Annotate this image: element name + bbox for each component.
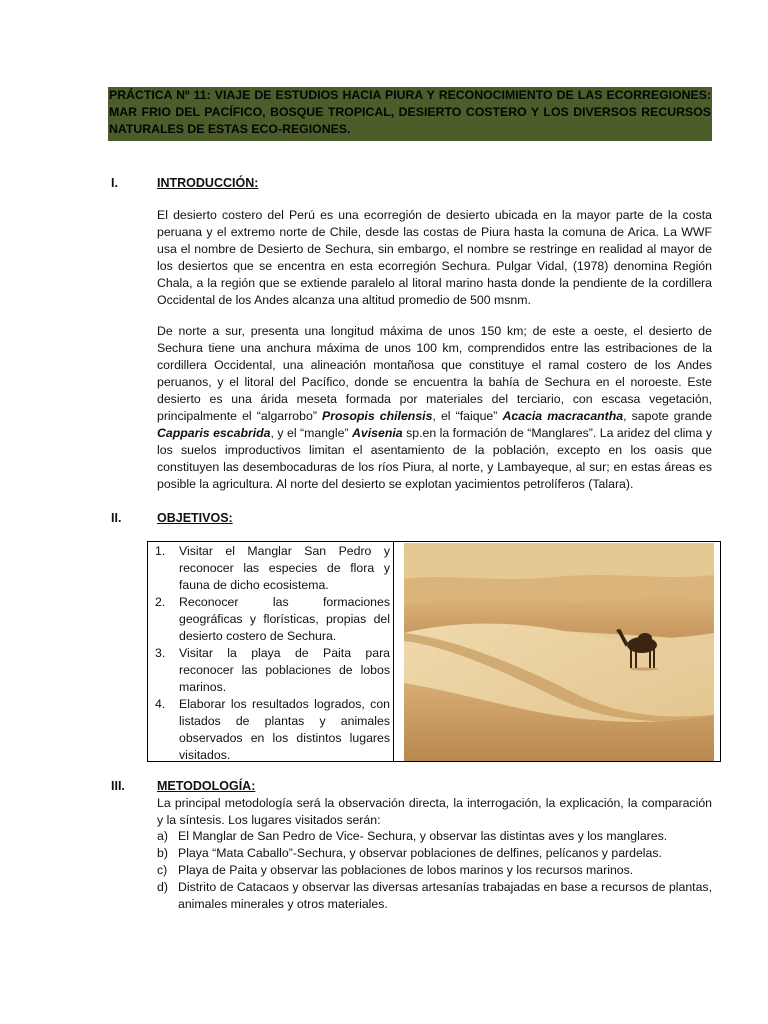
places-list [157, 828, 712, 913]
intro-paragraph-2 [157, 323, 712, 493]
list-item-text: El Manglar de San Pedro de Vice- Sechura, y observar las distintas aves y los manglares. [178, 829, 668, 843]
section-number-methodology: III. [111, 779, 125, 793]
objectives-table [147, 541, 721, 762]
species-capparis: Capparis escabrida [157, 426, 271, 440]
section-heading-objectives: OBJETIVOS: [157, 511, 233, 525]
section-number-intro: I. [111, 176, 118, 190]
objective-text: Visitar la playa de Paita para reconocer las poblaciones de lobos marinos. [179, 646, 390, 694]
section-heading-methodology: METODOLOGÍA: [157, 779, 256, 793]
list-item-text: Distrito de Catacaos y observar las diversas artesanías trabajadas en base a recursos de plantas, animales minerales y otros materiales. [178, 880, 712, 911]
objective-number: 2. [155, 595, 166, 609]
objectives-list [148, 542, 394, 761]
species-acacia: Acacia macracantha [502, 409, 624, 423]
list-item [157, 862, 712, 879]
list-letter: c) [157, 863, 168, 877]
intro-text-part: , y el “mangle” [270, 426, 353, 440]
list-item [157, 828, 712, 845]
list-item [157, 845, 712, 862]
objective-item [155, 594, 390, 645]
objective-item [155, 543, 390, 594]
desert-dunes-image [404, 543, 714, 761]
section-heading-intro: INTRODUCCIÓN: [157, 176, 259, 190]
practice-title-box [108, 87, 712, 141]
intro-text-part: De norte a sur, presenta una longitud máxima de unos 150 km; de este a oeste, el desierto de Sechura tiene una anchura máxima de unos 100 km, comprendidos entre las estribaciones de la cordillera Occidental, una alineación montañosa que constituye el ramal costero de los Andes peruanos, y el litoral del Pacífico, donde se encuentra la bahía de Sechura en el noroeste. Este desierto es una árida meseta formada por materiales del terciario, con escasa vegetación, principalmente el “algarrobo” [157, 324, 712, 423]
intro-text-part: , sapote grande [623, 409, 712, 423]
objective-number: 3. [155, 646, 166, 660]
intro-text-part: , el “faique” [432, 409, 503, 423]
list-letter: a) [157, 829, 168, 843]
section-number-objectives: II. [111, 511, 122, 525]
list-item-text: Playa de Paita y observar las poblaciones de lobos marinos y los recursos marinos. [178, 863, 634, 877]
intro-paragraph-1: El desierto costero del Perú es una ecorregión de desierto ubicada en la mayor parte de la costa peruana y el extremo norte de Chile, desde las costas de Piura hasta la comuna de Arica. La WWF usa el nombre de Desierto de Sechura, sin embargo, el nombre se restringe en realidad al mayor de los desiertos que se encentra en esta ecorregión Sechura. Pulgar Vidal, (1978) denomina Región Chala, a la región que se extiende paralelo al litoral marino hasta donde la pendiente de la cordillera Occidental de los Andes alcanza una altitud promedio de 500 msnm. [157, 208, 712, 307]
objective-item [155, 645, 390, 696]
species-avisenia: Avisenia [352, 426, 403, 440]
objective-item [155, 696, 390, 764]
objective-text: Visitar el Manglar San Pedro y reconocer las especies de flora y fauna de dicho ecosistema. [179, 544, 390, 592]
list-item [157, 879, 712, 913]
species-prosopis: Prosopis chilensis [322, 409, 433, 423]
list-item-text: Playa “Mata Caballo”-Sechura, y observar poblaciones de delfines, pelícanos y pardelas. [178, 846, 662, 860]
methodology-intro: La principal metodología será la observación directa, la interrogación, la explicación, la comparación y la síntesis. Los lugares visitados serán: [157, 796, 712, 827]
objective-number: 1. [155, 544, 166, 558]
intro-text-part: sp.en la formación de “Manglares”. La aridez del clima y los suelos improductivos limitan el asentamiento de la población, excepto en los oasis que constituyen las desembocaduras de los ríos Piura, al norte, y Lambayeque, al sur; en estas áreas es posible la agricultura. Al norte del desierto se explotan yacimientos petrolíferos (Talara). [157, 426, 713, 491]
desert-camel-photo [404, 543, 714, 761]
practice-title: PRÁCTICA Nº 11: VIAJE DE ESTUDIOS HACIA PIURA Y RECONOCIMIENTO DE LAS ECORREGIONES: MAR FRIO DEL PACÍFICO, BOSQUE TROPICAL, DESIERTO COSTERO Y LOS DIVERSOS RECURSOS NATURALES DE ESTAS ECO-REGIONES. [109, 88, 711, 136]
objective-text: Elaborar los resultados logrados, con listados de plantas y animales observados en los distintos lugares visitados. [179, 697, 390, 762]
objective-number: 4. [155, 697, 166, 711]
list-letter: d) [157, 880, 168, 894]
list-letter: b) [157, 846, 168, 860]
objective-text: Reconocer las formaciones geográficas y florísticas, propias del desierto costero de Sechura. [179, 595, 390, 643]
